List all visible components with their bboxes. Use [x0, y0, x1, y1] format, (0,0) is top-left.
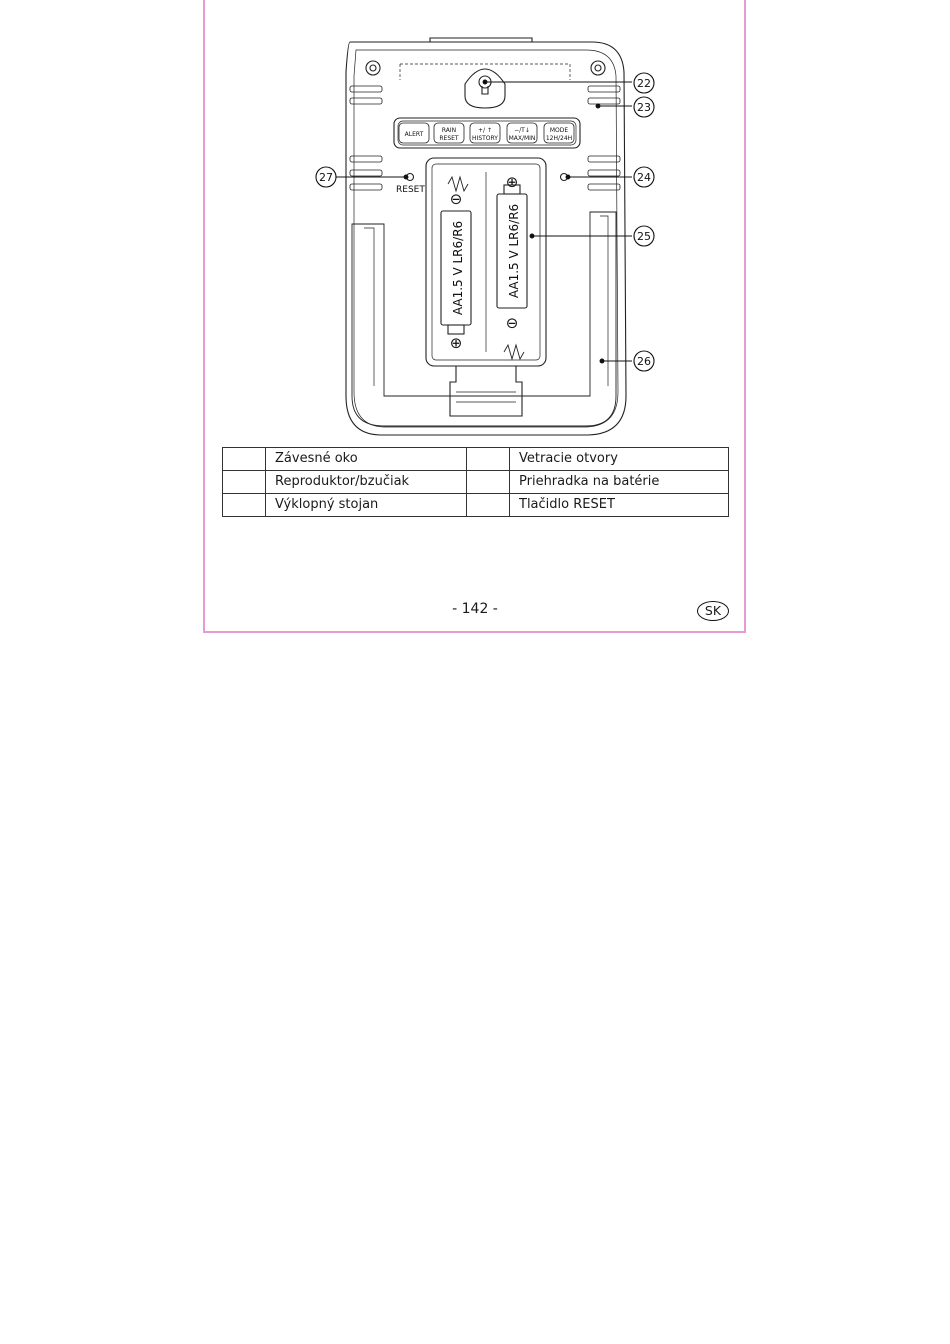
battery-left-label: AA1.5 V LR6/R6 [451, 220, 465, 316]
device-back-svg [310, 36, 660, 440]
table-row [223, 471, 729, 494]
callout-25 [634, 226, 654, 246]
history-line1: +/ ↑ [478, 127, 492, 134]
alert-button-label: ALERT [404, 131, 424, 138]
max-min-line2: MAX/MIN [508, 135, 536, 142]
minus-icon: ⊖ [505, 314, 519, 332]
callout-24 [634, 167, 654, 187]
alert-button [399, 123, 429, 143]
part-label-cell: Vetracie otvory [510, 448, 729, 471]
callout-23 [634, 97, 654, 117]
part-label-cell: Závesné oko [266, 448, 467, 471]
part-label-cell: Priehradka na batérie [510, 471, 729, 494]
reset-label: RESET [396, 185, 425, 195]
history-line2: HISTORY [472, 135, 498, 142]
part-number-cell [467, 448, 510, 471]
parts-table [222, 447, 729, 517]
svg-text:24: 24 [637, 171, 651, 184]
part-label-cell: Tlačidlo RESET [510, 494, 729, 517]
mode-line1: MODE [549, 127, 569, 134]
svg-text:25: 25 [637, 230, 651, 243]
max-min-line1: −/T↓ [514, 127, 530, 134]
part-number-cell [223, 448, 266, 471]
battery-right-label: AA1.5 V LR6/R6 [507, 203, 521, 299]
mode-button [544, 123, 574, 143]
callout-27 [316, 167, 336, 187]
svg-text:22: 22 [637, 77, 651, 90]
svg-text:27: 27 [319, 171, 333, 184]
part-number-cell [467, 494, 510, 517]
callout-26 [634, 351, 654, 371]
device-back-diagram [310, 36, 660, 440]
table-row [223, 448, 729, 471]
svg-text:23: 23 [637, 101, 651, 114]
plus-icon: ⊕ [449, 334, 463, 352]
part-number-cell [223, 471, 266, 494]
part-label-cell: Reproduktor/bzučiak [266, 471, 467, 494]
part-number-cell [223, 494, 266, 517]
rain-reset-button [434, 123, 464, 143]
part-label-cell: Výklopný stojan [266, 494, 467, 517]
page-number: - 142 - [452, 601, 498, 617]
rain-reset-line1: RAIN [441, 127, 457, 134]
table-row [223, 494, 729, 517]
svg-text:26: 26 [637, 355, 651, 368]
max-min-button [507, 123, 537, 143]
callout-22 [634, 73, 654, 93]
minus-icon: ⊖ [449, 190, 463, 208]
history-button [470, 123, 500, 143]
mode-line2: 12H/24H [545, 135, 573, 142]
language-badge: SK [697, 601, 729, 621]
part-number-cell [467, 471, 510, 494]
rain-reset-line2: RESET [439, 135, 459, 142]
plus-icon: ⊕ [505, 173, 519, 191]
